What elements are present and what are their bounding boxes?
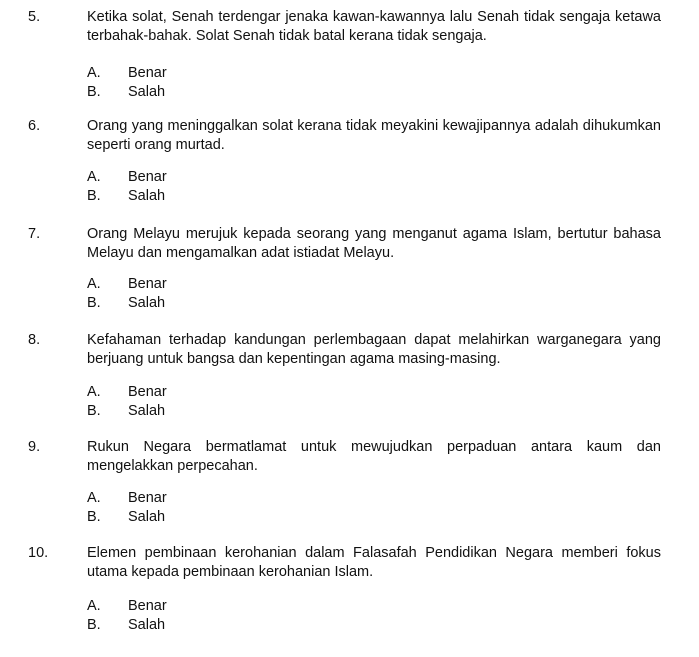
- answer-options: [87, 597, 287, 635]
- question-number: 10.: [28, 545, 49, 561]
- question-text: Ketika solat, Senah terdengar jenaka kawan-kawannya lalu Senah tidak sengaja ketawa terbahak-bahak. Solat Senah tidak batal kerana tidak sengaja.: [87, 9, 661, 44]
- option-b[interactable]: [87, 187, 287, 206]
- option-label: Benar: [128, 65, 167, 81]
- question-text: Orang Melayu merujuk kepada seorang yang menganut agama Islam, bertutur bahasa Melayu dan mengamalkan adat istiadat Melayu.: [87, 226, 661, 261]
- option-a[interactable]: [87, 168, 287, 187]
- option-letter: A.: [87, 598, 101, 614]
- option-label: Benar: [128, 169, 167, 185]
- question-text: Elemen pembinaan kerohanian dalam Falasafah Pendidikan Negara memberi fokus utama kepada pembinaan kerohanian Islam.: [87, 545, 661, 580]
- question-text: Rukun Negara bermatlamat untuk mewujudkan perpaduan antara kaum dan mengelakkan perpecahan.: [87, 439, 661, 474]
- option-label: Benar: [128, 276, 167, 292]
- option-label: Salah: [128, 403, 166, 419]
- option-label: Benar: [128, 384, 167, 400]
- option-b[interactable]: [87, 616, 287, 635]
- option-letter: B.: [87, 403, 101, 419]
- option-label: Salah: [128, 84, 166, 100]
- answer-options: [87, 489, 287, 527]
- option-label: Benar: [128, 490, 167, 506]
- question-number: 8.: [28, 332, 41, 348]
- option-letter: B.: [87, 509, 101, 525]
- option-letter: A.: [87, 65, 101, 81]
- option-label: Benar: [128, 598, 167, 614]
- answer-options: [87, 275, 287, 313]
- option-a[interactable]: [87, 383, 287, 402]
- answer-options: [87, 383, 287, 421]
- option-a[interactable]: [87, 64, 287, 83]
- option-letter: B.: [87, 188, 101, 204]
- option-b[interactable]: [87, 508, 287, 527]
- option-label: Salah: [128, 295, 166, 311]
- option-letter: B.: [87, 295, 101, 311]
- question-text: Kefahaman terhadap kandungan perlembagaan dapat melahirkan warganegara yang berjuang untuk bangsa dan kepentingan agama masing-masing.: [87, 332, 661, 367]
- option-letter: A.: [87, 490, 101, 506]
- option-a[interactable]: [87, 597, 287, 616]
- option-letter: A.: [87, 384, 101, 400]
- option-letter: A.: [87, 169, 101, 185]
- option-b[interactable]: [87, 83, 287, 102]
- option-letter: B.: [87, 84, 101, 100]
- option-letter: B.: [87, 617, 101, 633]
- option-label: Salah: [128, 509, 166, 525]
- question-number: 6.: [28, 118, 41, 134]
- option-b[interactable]: [87, 402, 287, 421]
- option-label: Salah: [128, 617, 166, 633]
- answer-options: [87, 168, 287, 206]
- answer-options: [87, 64, 287, 102]
- question-text: Orang yang meninggalkan solat kerana tidak meyakini kewajipannya adalah dihukumkan seperti orang murtad.: [87, 118, 661, 153]
- option-letter: A.: [87, 276, 101, 292]
- question-number: 7.: [28, 226, 41, 242]
- option-a[interactable]: [87, 489, 287, 508]
- option-label: Salah: [128, 188, 166, 204]
- option-a[interactable]: [87, 275, 287, 294]
- option-b[interactable]: [87, 294, 287, 313]
- question-number: 9.: [28, 439, 41, 455]
- question-number: 5.: [28, 9, 41, 25]
